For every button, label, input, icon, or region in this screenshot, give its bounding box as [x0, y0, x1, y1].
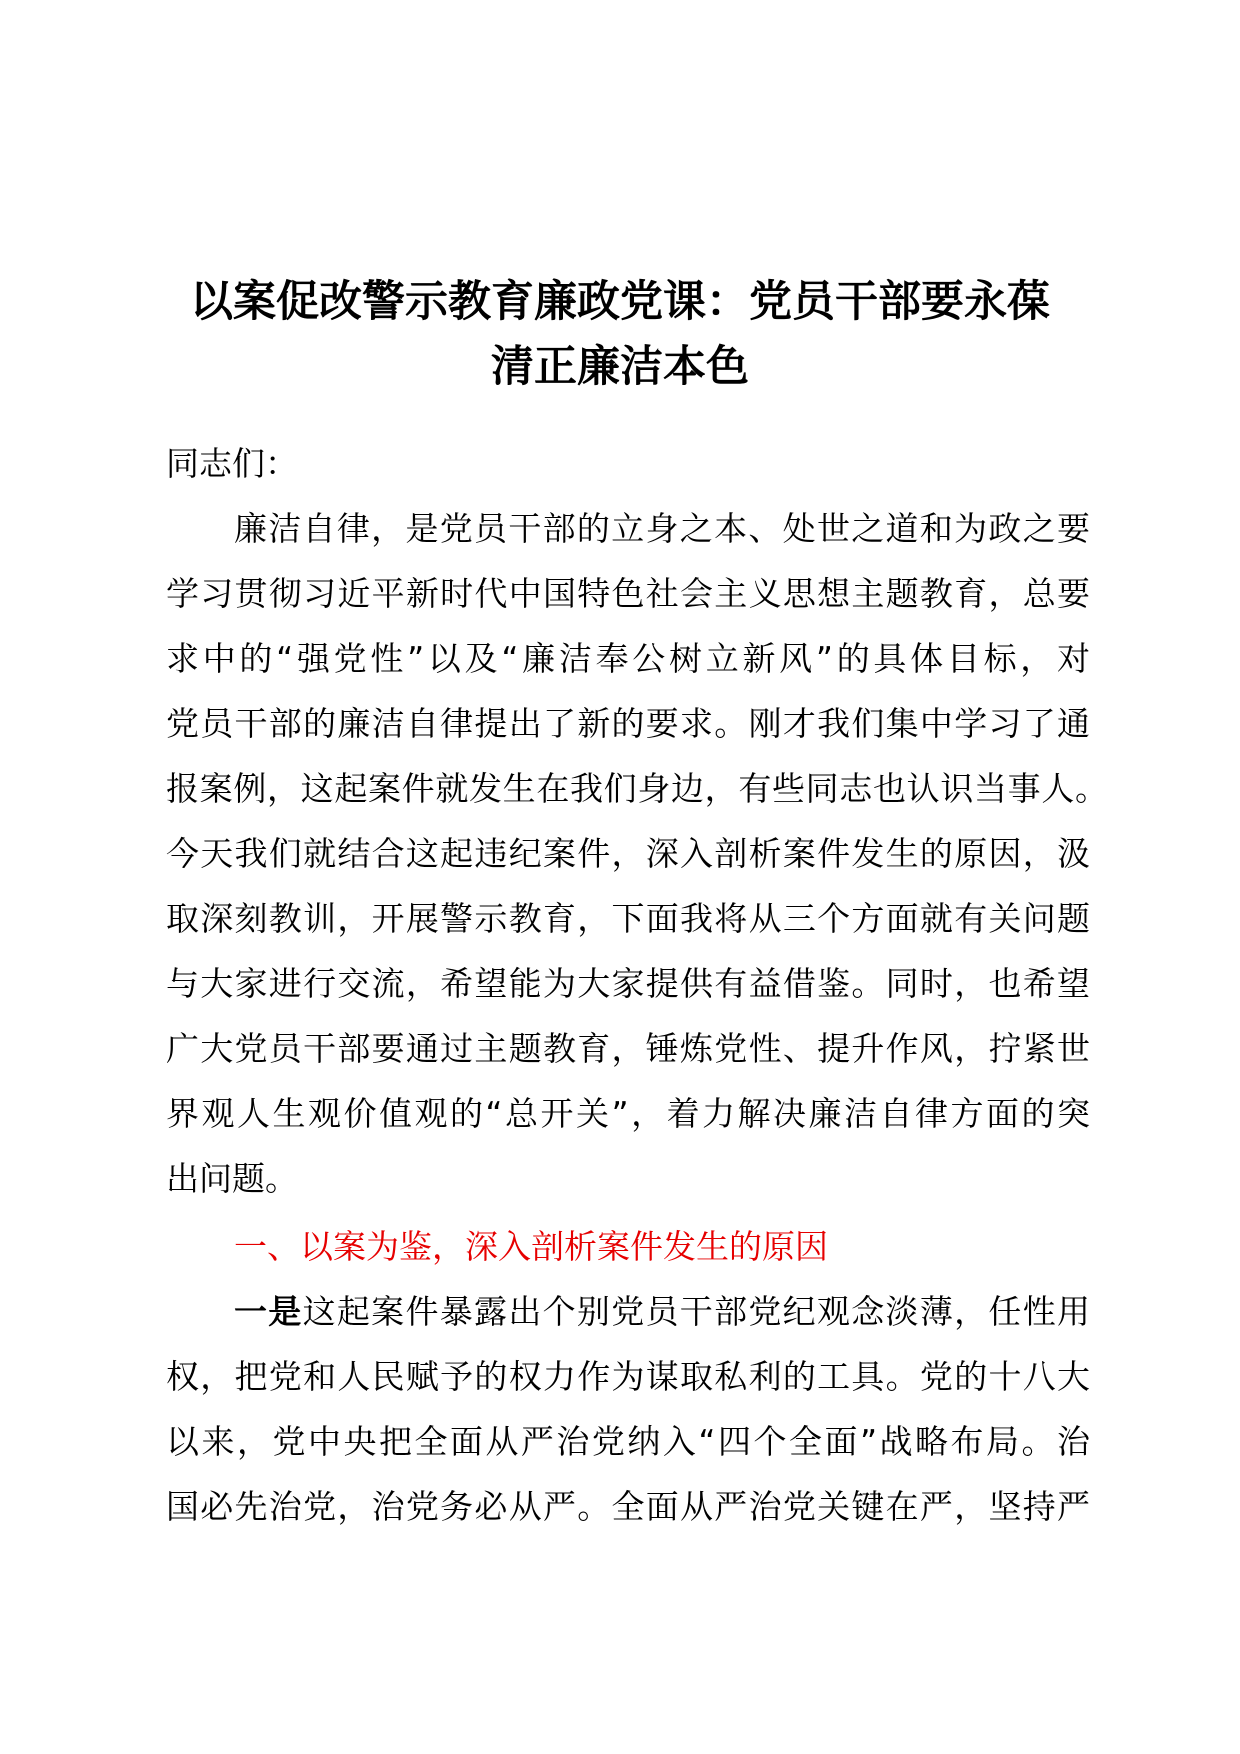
- paragraph-text: 这起案件暴露出个别党员干部党纪观念淡薄，任性用: [302, 1292, 1091, 1331]
- paragraph-line: [234, 1279, 1090, 1344]
- paragraph-line: 取深刻教训，开展警示教育，下面我将从三个方面就有关问题: [166, 899, 1090, 938]
- paragraph-line: 廉洁自律，是党员干部的立身之本、处世之道和为政之要: [234, 509, 1090, 548]
- title-line-1: 以案促改警示教育廉政党课：党员干部要永葆: [190, 277, 1050, 327]
- title-line-2: 清正廉洁本色: [491, 342, 749, 392]
- section-heading: 一、以案为鉴，深入剖析案件发生的原因: [234, 1227, 828, 1266]
- salutation: 同志们：: [166, 444, 298, 483]
- paragraph-line: 今天我们就结合这起违纪案件，深入剖析案件发生的原因，汲: [166, 834, 1090, 873]
- paragraph-line: 学习贯彻习近平新时代中国特色社会主义思想主题教育，总要: [166, 574, 1090, 613]
- paragraph-line: 报案例，这起案件就发生在我们身边，有些同志也认识当事人。: [166, 769, 1108, 808]
- paragraph-line: 以来，党中央把全面从严治党纳入“四个全面”战略布局。治: [166, 1422, 1090, 1461]
- paragraph-line: 与大家进行交流，希望能为大家提供有益借鉴。同时，也希望: [166, 964, 1090, 1003]
- lead-text: 一是: [234, 1292, 303, 1331]
- paragraph-line: 界观人生观价值观的“总开关”，着力解决廉洁自律方面的突: [166, 1094, 1090, 1133]
- paragraph-line: 权，把党和人民赋予的权力作为谋取私利的工具。党的十八大: [166, 1357, 1090, 1396]
- paragraph-line: 国必先治党，治党务必从严。全面从严治党关键在严，坚持严: [166, 1487, 1090, 1526]
- paragraph-line: 党员干部的廉洁自律提出了新的要求。刚才我们集中学习了通: [166, 704, 1090, 743]
- paragraph-line: 出问题。: [166, 1159, 298, 1198]
- paragraph-line: 广大党员干部要通过主题教育，锤炼党性、提升作风，拧紧世: [166, 1029, 1090, 1068]
- paragraph-line: 求中的“强党性”以及“廉洁奉公树立新风”的具体目标，对: [166, 639, 1090, 678]
